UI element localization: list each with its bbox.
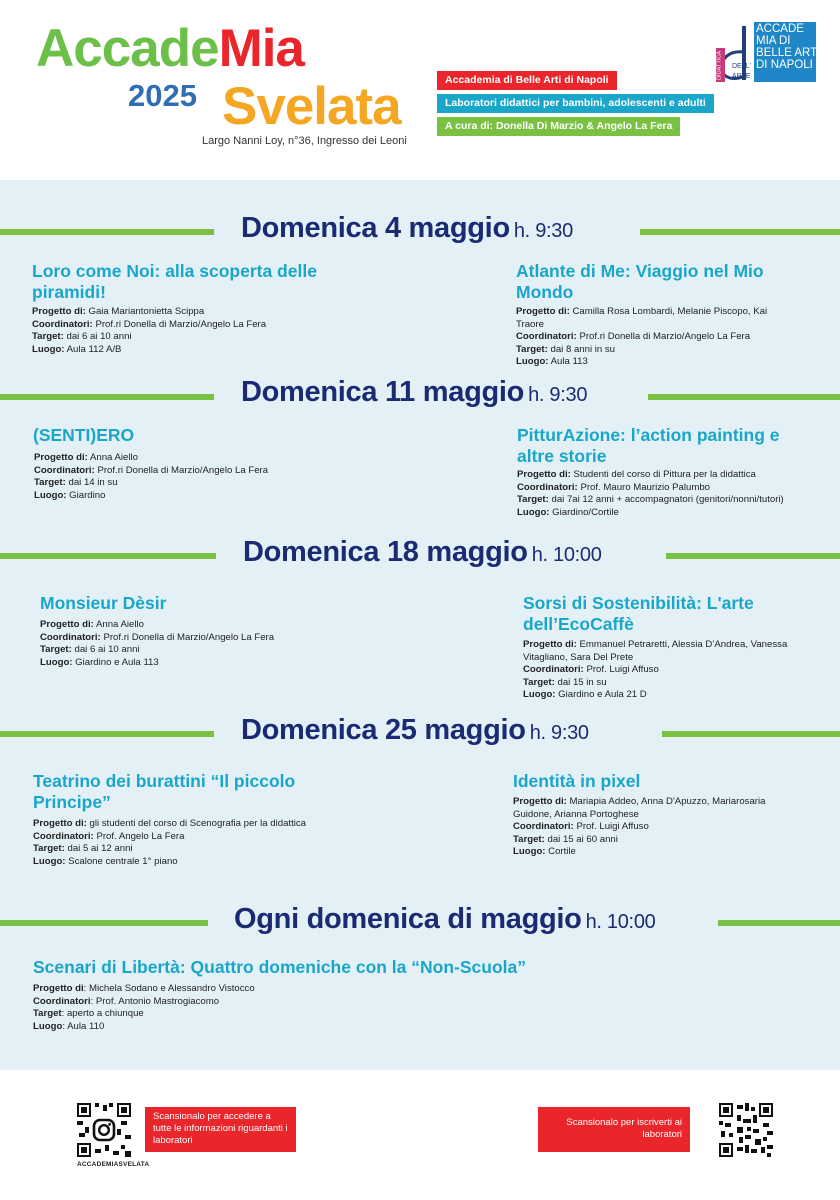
qr-code-registration-icon[interactable] (719, 1103, 773, 1157)
brand-line: DI NAPOLI (756, 59, 813, 71)
tag-audience: Laboratori didattici per bambini, adolescenti e adulti (437, 94, 714, 113)
event-title: Scenari di Libertà: Quattro domeniche con la “Non-Scuola” (33, 957, 526, 977)
day-divider (666, 553, 840, 559)
brand-side-text-1: DIDATTICA (716, 50, 723, 80)
didattica-d-icon (714, 22, 754, 84)
event-details: Progetto di: Mariapia Addeo, Anna D'Apuzzo, Mariarosaria Guidone, Arianna Portoghese Coordinatori: Prof. Luigi Affuso Target: dai 15 ai 60 anni Luogo: Cortile (513, 796, 766, 857)
address: Largo Nanni Loy, n°36, Ingresso dei Leoni (202, 135, 407, 147)
day-heading: Domenica 4 maggio h. 9:30 (241, 212, 573, 244)
brand-line: MIA DI (756, 35, 791, 47)
brand-side-text-3: ARTE (732, 73, 751, 80)
logo-year: 2025 (128, 78, 197, 113)
info-scan-note: Scansionalo per accedere a tutte le informazioni riguardanti i laboratori (145, 1107, 296, 1152)
day-heading: Ogni domenica di maggio h. 10:00 (234, 903, 656, 935)
day-divider (648, 394, 840, 400)
brand-text-box (754, 22, 821, 82)
day-heading: Domenica 11 maggio h. 9:30 (241, 376, 588, 408)
event-title: PitturAzione: l’action painting e altre storie (517, 425, 780, 466)
tag-institution: Accademia di Belle Arti di Napoli (437, 71, 617, 90)
event-details: Progetto di: Michela Sodano e Alessandro Vistocco Coordinatori: Prof. Antonio Mastrogiacomo Target: aperto a chiunque Luogo: Aula 110 (33, 983, 255, 1032)
day-heading: Domenica 18 maggio h. 10:00 (243, 536, 602, 568)
logo-svelata: Svelata (222, 77, 401, 136)
day-heading: Domenica 25 maggio h. 9:30 (241, 714, 589, 746)
event-details: Progetto di: Gaia Mariantonietta Scippa Coordinatori: Prof.ri Donella di Marzio/Angelo La Fera Target: dai 6 ai 10 anni Luogo: Aula 112 A/B (32, 306, 267, 355)
event-title: Monsieur Dèsir (40, 593, 167, 613)
day-divider (0, 394, 214, 400)
brand-line: BELLE ARTI (756, 47, 821, 59)
day-divider (0, 731, 214, 737)
day-divider (718, 920, 840, 926)
event-title: Loro come Noi: alla scoperta delle piramidi! (32, 261, 317, 302)
event-title: Identità in pixel (513, 771, 641, 791)
day-divider (0, 229, 214, 235)
event-details: Progetto di: Emmanuel Petraretti, Alessia D’Andrea, Vanessa Vitagliano, Sara Del Prete Coordinatori: Prof. Luigi Affuso Target: dai 15 in su Luogo: Giardino e Aula 21 D (523, 639, 788, 700)
event-title: Teatrino dei burattini “Il piccolo Principe” (33, 771, 296, 812)
event-details: Progetto di: Anna Aiello Coordinatori: Prof.ri Donella di Marzio/Angelo La Fera Target: dai 14 in su Luogo: Giardino (34, 452, 269, 501)
event-details: Progetto di: Camilla Rosa Lombardi, Melanie Piscopo, Kai Traore Coordinatori: Prof.ri Donella di Marzio/Angelo La Fera Target: dai 8 anni in su Luogo: Aula 113 (516, 306, 768, 367)
tag-curators: A cura di: Donella Di Marzio & Angelo La Fera (437, 117, 680, 136)
event-title: Sorsi di Sostenibilità: L'arte dell’EcoCaffè (523, 593, 754, 634)
event-details: Progetto di: gli studenti del corso di Scenografia per la didattica Coordinatori: Prof. Angelo La Fera Target: dai 5 ai 12 anni Luogo: Scalone centrale 1° piano (33, 818, 307, 867)
brand-side-text-2: DELL' (732, 63, 751, 70)
logo-accademia: AccadeMia (36, 19, 304, 78)
qr-caption: ACCADEMIASVELATA (77, 1161, 150, 1168)
register-scan-note: Scansionalo per iscriverti ai laboratori (538, 1107, 690, 1152)
day-divider (662, 731, 840, 737)
event-title: Atlante di Me: Viaggio nel Mio Mondo (516, 261, 764, 302)
qr-code-instagram-icon[interactable] (77, 1103, 131, 1157)
event-title: (SENTI)ERO (33, 425, 135, 445)
day-divider (640, 229, 840, 235)
event-details: Progetto di: Studenti del corso di Pittura per la didattica Coordinatori: Prof. Mauro Maurizio Palumbo Target: dai 7ai 12 anni + accompagnatori (genitori/nonni/tutori) Luogo: Giardino/Cortile (517, 469, 784, 518)
academy-brand-logo (714, 22, 821, 84)
day-divider (0, 920, 208, 926)
event-details: Progetto di: Anna Aiello Coordinatori: Prof.ri Donella di Marzio/Angelo La Fera Target: dai 6 ai 10 anni Luogo: Giardino e Aula 113 (40, 619, 275, 668)
day-divider (0, 553, 216, 559)
brand-line: ACCADE (756, 23, 804, 35)
